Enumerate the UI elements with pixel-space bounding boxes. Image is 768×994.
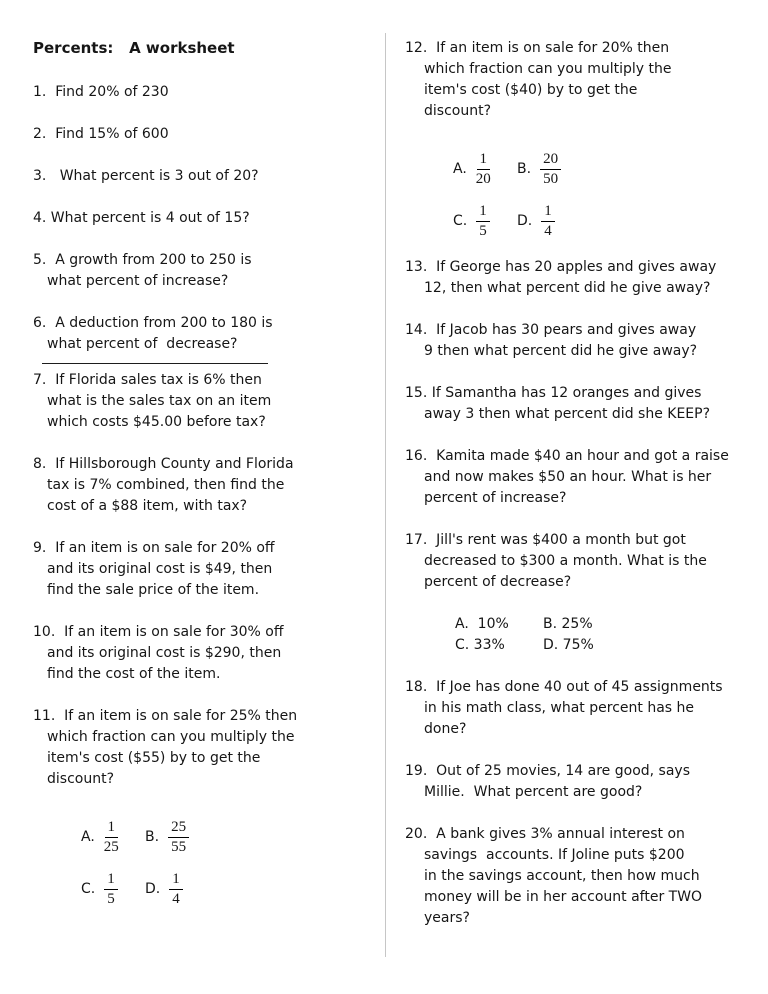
choice-row <box>453 143 767 195</box>
section-divider-line <box>42 363 268 364</box>
problem-19-line-2: Millie. What percent are good? <box>424 784 643 800</box>
fraction-denominator: 5 <box>479 222 487 239</box>
problem-15-line-1: 15. If Samantha has 12 oranges and gives <box>405 385 702 401</box>
fraction-numerator: 1 <box>104 871 118 890</box>
problem-9-line-2: and its original cost is $49, then <box>47 561 273 577</box>
problem-1-line-1: 1. Find 20% of 230 <box>33 84 169 100</box>
problem-6-line-1: 6. A deduction from 200 to 180 is <box>33 315 273 331</box>
problem-6 <box>33 313 383 355</box>
choice-label: A. <box>453 160 467 177</box>
problem-11-line-1: 11. If an item is on sale for 25% then <box>33 708 298 724</box>
problem-7-line-2: what is the sales tax on an item <box>47 393 272 409</box>
problem-13-line-1: 13. If George has 20 apples and gives away <box>405 259 717 275</box>
problem-9-line-1: 9. If an item is on sale for 20% off <box>33 540 275 556</box>
fraction <box>540 151 561 188</box>
choice-row <box>81 811 383 863</box>
choice-label: A. <box>81 828 95 845</box>
choice-label: B. <box>145 828 160 845</box>
answer-choices-12-choices <box>453 143 767 247</box>
problem-4 <box>33 208 383 229</box>
choice-row <box>455 614 767 635</box>
problem-11-line-4: discount? <box>47 771 114 787</box>
problem-13 <box>405 257 767 299</box>
fraction-denominator: 50 <box>543 170 559 187</box>
choice-label: C. <box>81 880 96 897</box>
fraction-denominator: 4 <box>172 890 180 907</box>
fraction <box>104 871 118 908</box>
problem-17-line-2: decreased to $300 a month. What is the <box>424 553 707 569</box>
problem-5-line-1: 5. A growth from 200 to 250 is <box>33 252 252 268</box>
choice-label: D. <box>517 212 533 229</box>
problem-20-line-3: in the savings account, then how much <box>424 868 700 884</box>
problem-20-line-4: money will be in her account after TWO <box>424 889 703 905</box>
fraction-numerator: 25 <box>168 819 189 838</box>
problem-20-line-2: savings accounts. If Joline puts $200 <box>424 847 685 863</box>
problem-12-line-1: 12. If an item is on sale for 20% then <box>405 40 670 56</box>
fraction-denominator: 20 <box>475 170 491 187</box>
problem-7 <box>33 370 383 433</box>
problem-17 <box>405 530 767 593</box>
choice-row <box>455 635 767 656</box>
problem-18-line-3: done? <box>424 721 467 737</box>
problem-2 <box>33 124 383 145</box>
problem-16-line-1: 16. Kamita made $40 an hour and got a raise <box>405 448 729 464</box>
problem-5 <box>33 250 383 292</box>
problem-8-line-2: tax is 7% combined, then find the <box>47 477 285 493</box>
problem-20-line-1: 20. A bank gives 3% annual interest on <box>405 826 685 842</box>
problem-9 <box>33 538 383 601</box>
fraction-numerator: 1 <box>477 151 491 170</box>
problem-6-line-2: what percent of decrease? <box>47 336 238 352</box>
problem-12-line-4: discount? <box>424 103 491 119</box>
page-title: Percents: A worksheet <box>33 39 235 57</box>
problem-5-line-2: what percent of increase? <box>47 273 229 289</box>
problem-12 <box>405 38 767 122</box>
fraction-numerator: 20 <box>540 151 561 170</box>
problem-18-line-1: 18. If Joe has done 40 out of 45 assignments <box>405 679 723 695</box>
choice-D <box>517 203 581 240</box>
choice-option: A. 10% <box>455 616 509 632</box>
problem-16-line-2: and now makes $50 an hour. What is her <box>424 469 712 485</box>
answer-choices-11-choices <box>81 811 383 915</box>
fraction <box>104 819 119 856</box>
choice-D <box>145 871 209 908</box>
problem-10-line-3: find the cost of the item. <box>47 666 221 682</box>
problem-9-line-3: find the sale price of the item. <box>47 582 260 598</box>
problem-4-line-1: 4. What percent is 4 out of 15? <box>33 210 250 226</box>
problem-14 <box>405 320 767 362</box>
problem-13-line-2: 12, then what percent did he give away? <box>424 280 711 296</box>
fraction-numerator: 1 <box>476 203 490 222</box>
problem-3 <box>33 166 383 187</box>
choice-A <box>453 151 517 188</box>
choice-C <box>453 203 517 240</box>
choice-label: B. <box>517 160 532 177</box>
problem-18 <box>405 677 767 740</box>
choice-A <box>81 819 145 856</box>
choice-row <box>81 863 383 915</box>
problem-16-line-3: percent of increase? <box>424 490 567 506</box>
fraction-denominator: 5 <box>107 890 115 907</box>
fraction <box>476 151 491 188</box>
problem-7-line-3: which costs $45.00 before tax? <box>47 414 266 430</box>
choice-B <box>517 151 581 188</box>
left-column <box>33 38 383 936</box>
problem-15-line-2: away 3 then what percent did she KEEP? <box>424 406 711 422</box>
fraction <box>168 819 189 856</box>
problem-18-line-2: in his math class, what percent has he <box>424 700 694 716</box>
problem-14-line-2: 9 then what percent did he give away? <box>424 343 698 359</box>
problem-8-line-3: cost of a $88 item, with tax? <box>47 498 248 514</box>
problem-10-line-1: 10. If an item is on sale for 30% off <box>33 624 284 640</box>
problem-12-line-2: which fraction can you multiply the <box>424 61 672 77</box>
fraction-numerator: 1 <box>169 871 183 890</box>
fraction-denominator: 25 <box>103 838 119 855</box>
choice-C <box>81 871 145 908</box>
problem-12-line-3: item's cost ($40) by to get the <box>424 82 638 98</box>
choice-option: C. 33% <box>455 637 505 653</box>
problem-1 <box>33 82 383 103</box>
problem-17-line-3: percent of decrease? <box>424 574 572 590</box>
fraction-denominator: 55 <box>171 838 187 855</box>
choice-label: C. <box>453 212 468 229</box>
problem-2-line-1: 2. Find 15% of 600 <box>33 126 169 142</box>
fraction-denominator: 4 <box>544 222 552 239</box>
fraction <box>169 871 183 908</box>
problem-20-line-5: years? <box>424 910 470 926</box>
left-column-items <box>33 82 383 915</box>
problem-19-line-1: 19. Out of 25 movies, 14 are good, says <box>405 763 691 779</box>
problem-16 <box>405 446 767 509</box>
problem-11 <box>33 706 383 790</box>
problem-7-line-1: 7. If Florida sales tax is 6% then <box>33 372 262 388</box>
fraction <box>476 203 490 240</box>
choice-option: D. 75% <box>543 637 594 653</box>
choice-label: D. <box>145 880 161 897</box>
right-column <box>405 38 767 950</box>
problem-19 <box>405 761 767 803</box>
problem-17-line-1: 17. Jill's rent was $400 a month but got <box>405 532 686 548</box>
choice-option: B. 25% <box>543 616 593 632</box>
problem-8 <box>33 454 383 517</box>
problem-8-line-1: 8. If Hillsborough County and Florida <box>33 456 294 472</box>
problem-15 <box>405 383 767 425</box>
choice-row <box>453 195 767 247</box>
problem-10-line-2: and its original cost is $290, then <box>47 645 282 661</box>
problem-20 <box>405 824 767 929</box>
problem-10 <box>33 622 383 685</box>
answer-choices-17-choices <box>455 614 767 656</box>
column-divider <box>385 33 386 957</box>
problem-3-line-1: 3. What percent is 3 out of 20? <box>33 168 259 184</box>
choice-B <box>145 819 209 856</box>
right-column-items <box>405 38 767 929</box>
problem-14-line-1: 14. If Jacob has 30 pears and gives away <box>405 322 697 338</box>
fraction-numerator: 1 <box>105 819 119 838</box>
fraction <box>541 203 555 240</box>
fraction-numerator: 1 <box>541 203 555 222</box>
problem-11-line-3: item's cost ($55) by to get the <box>47 750 261 766</box>
problem-11-line-2: which fraction can you multiply the <box>47 729 295 745</box>
